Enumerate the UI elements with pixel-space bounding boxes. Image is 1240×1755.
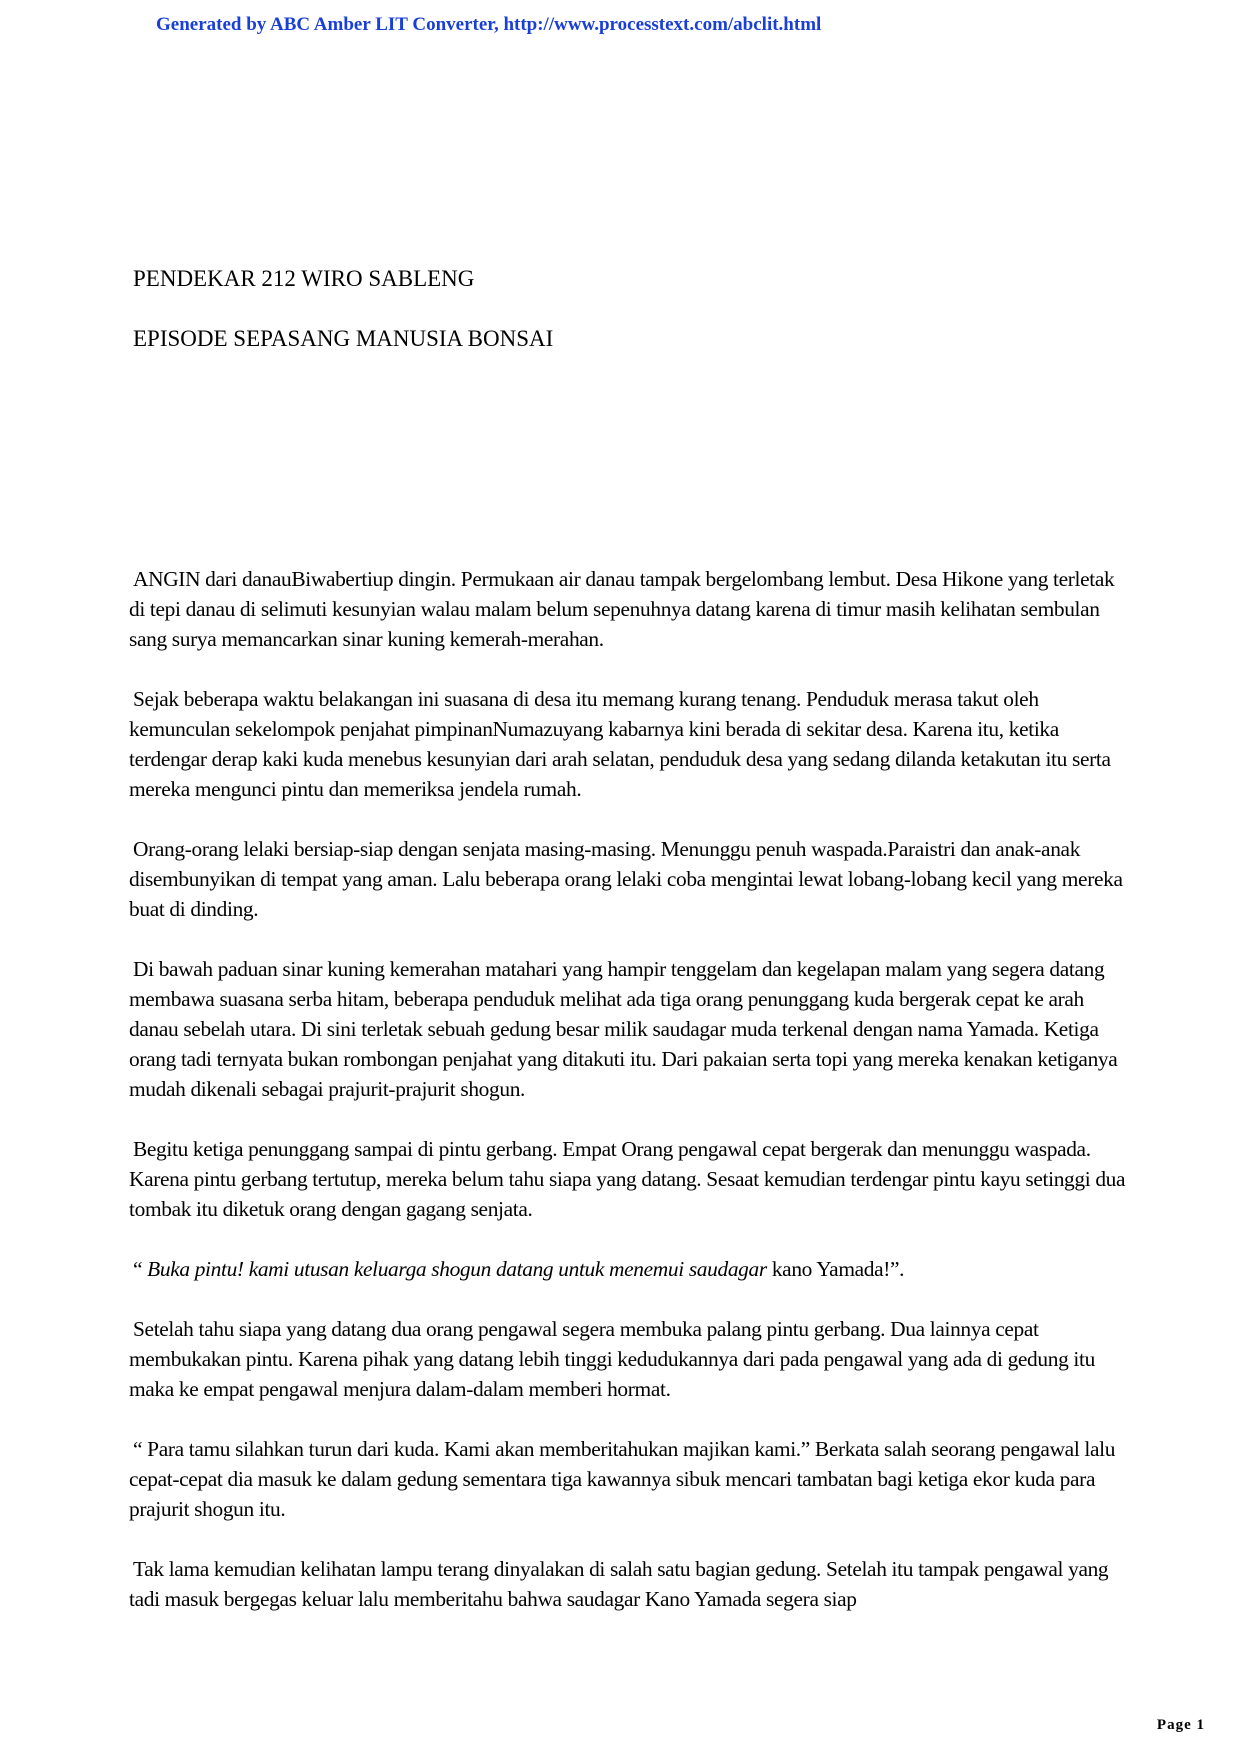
series-title: PENDEKAR 212 WIRO SABLENG (133, 266, 475, 291)
story-body (129, 564, 1129, 1614)
paragraph: Setelah tahu siapa yang datang dua orang pengawal segera membuka palang pintu gerbang. Dua lainnya cepat membukakan pintu. Karena pihak yang datang lebih tinggi kedudukannya dari pada pengawal yang ada di gedung itu maka ke empat pengawal menjura dalam-dalam memberi hormat. (129, 1317, 1095, 1401)
quote-italic-text: Buka pintu! kami utusan keluarga shogun datang untuk menemui saudagar (147, 1257, 767, 1281)
paragraph: “ Para tamu silahkan turun dari kuda. Kami akan memberitahukan majikan kami.” Berkata salah seorang pengawal lalu cepat-cepat dia masuk ke dalam gedung sementara tiga kawannya sibuk mencari tambatan bagi ketiga ekor kuda para prajurit shogun itu. (129, 1437, 1116, 1521)
paragraph: Tak lama kemudian kelihatan lampu terang dinyalakan di salah satu bagian gedung. Setelah itu tampak pengawal yang tadi masuk bergegas keluar lalu memberitahu bahwa saudagar Kano Yamada segera siap (129, 1557, 1109, 1611)
paragraph: Orang-orang lelaki bersiap-siap dengan senjata masing-masing. Menunggu penuh waspada.Paraistri dan anak-anak disembunyikan di tempat yang aman. Lalu beberapa orang lelaki coba mengintai lewat lobang-lobang kecil yang mereka buat di dinding. (129, 837, 1123, 921)
paragraph: ANGIN dari danauBiwabertiup dingin. Permukaan air danau tampak bergelombang lembut. Desa Hikone yang terletak di tepi danau di selimuti kesunyian walau malam belum sepenuhnya datang karena di timur masih kelihatan sembulan sang surya memancarkan sinar kuning kemerah-merahan. (129, 567, 1115, 651)
paragraph: Begitu ketiga penunggang sampai di pintu gerbang. Empat Orang pengawal cepat bergerak dan menunggu waspada. Karena pintu gerbang tertutup, mereka belum tahu siapa yang datang. Sesaat kemudian terdengar pintu kayu setinggi dua tombak itu diketuk orang dengan gagang senjata. (129, 1137, 1126, 1221)
paragraph: Di bawah paduan sinar kuning kemerahan matahari yang hampir tenggelam dan kegelapan malam yang segera datang membawa suasana serba hitam, beberapa penduduk melihat ada tiga orang penunggang kuda bergerak cepat ke arah danau sebelah utara. Di sini terletak sebuah gedung besar milik saudagar muda terkenal dengan nama Yamada. Ketiga orang tadi ternyata bukan rombongan penjahat yang ditakuti itu. Dari pakaian serta topi yang mereka kenakan ketiganya mudah dikenali sebagai prajurit-prajurit shogun. (129, 957, 1118, 1101)
generator-banner[interactable]: Generated by ABC Amber LIT Converter, http://www.processtext.com/abclit.html (156, 14, 822, 35)
quote-rest: kano Yamada!”. (766, 1257, 905, 1281)
quote-open: “ (133, 1257, 148, 1281)
episode-title: EPISODE SEPASANG MANUSIA BONSAI (133, 326, 554, 351)
dialogue-quote (129, 1254, 1129, 1284)
title-block (133, 264, 553, 354)
paragraph: Sejak beberapa waktu belakangan ini suasana di desa itu memang kurang tenang. Penduduk merasa takut oleh kemunculan sekelompok penjahat pimpinanNumazuyang kabarnya kini berada di sekitar desa. Karena itu, ketika terdengar derap kaki kuda menebus kesunyian dari arah selatan, penduduk desa yang sedang dilanda ketakutan itu serta mereka mengunci pintu dan memeriksa jendela rumah. (129, 687, 1111, 801)
page-number: Page 1 (1156, 1717, 1205, 1733)
